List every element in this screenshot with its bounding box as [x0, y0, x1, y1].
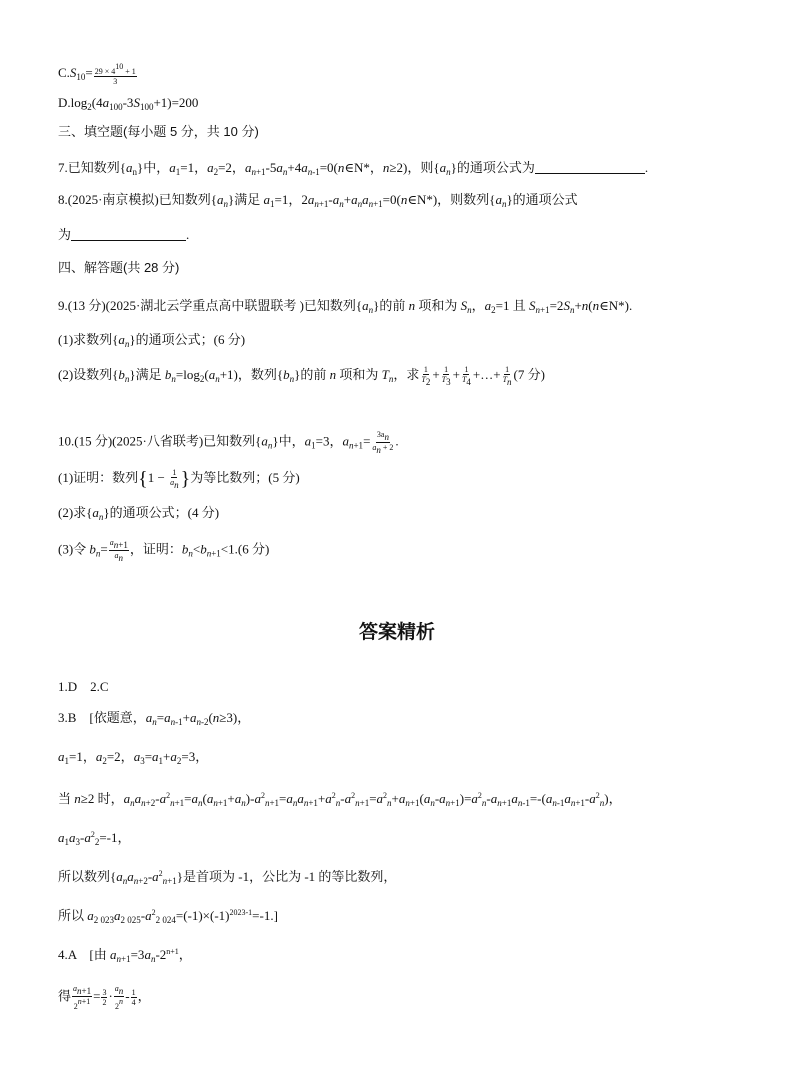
- question-10-part3: (3)令 $b_n=$ $\frac{a_{n+1}}{a_n}$ ，证明：$b_n<b_{n+1}<1.(6$ 分): [58, 538, 270, 563]
- question-9-part2: (2)设数列$\{b_n\}$满足 $b_n=\log_2(a_n+1)$，数列$\{b_n\}$的前 n 项和为 $T_n$，求 $\frac{1}{T_2}$ + $\frac{1}{T_3}$ + $\frac{1}{T_4}$ +…+ $\frac{1}{T_n}$ (7 分): [58, 365, 545, 387]
- question-10: 10.(15 分)(2025·八省联考)已知数列$\{a_n\}$中，$a_1=3$，$a_{n+1}=$ $\frac{3a_n}{a_n + 2}$ .: [58, 430, 399, 455]
- answer-3-line4: $a_1a_3-a^2_2=-1$，: [58, 830, 131, 847]
- choice-d: $D.\log_2(4a_{100}-3S_{100}+1)=200$: [58, 95, 199, 112]
- question-10-part2: (2)求$\{a_n\}$的通项公式；(4 分): [58, 505, 220, 522]
- question-8: 8.(2025·南京模拟)已知数列$\{a_n\}$满足 $a_1=1$，$2a_{n+1}-a_n+a_na_{n+1}=0(n\in N*)$，则数列$\{a_n\}$的通项公式: [58, 192, 578, 209]
- section-heading: 三、填空题(每小题 5 分，共 10 分): [58, 124, 259, 139]
- choice-c: $C.S_{10}=$ $\frac{29 \times 4^{10} + 1}{3}$: [58, 62, 136, 86]
- answer-blank[interactable]: [71, 228, 186, 241]
- answer-3: 3.B [依题意，$a_n=a_{n-1}+a_{n-2}(n\ge 3)$，: [58, 710, 251, 727]
- answer-4-line2: 得 $\frac{a_{n+1}}{2^{n+1}}$ = $\frac{3}{2}$ · $\frac{a_n}{2^n}$ - $\frac{1}{4}$ ，: [58, 984, 151, 1011]
- question-9-part1: (1)求数列$\{a_n\}$的通项公式；(6 分): [58, 332, 246, 349]
- question-9: 9.(13 分)(2025·湖北云学重点高中联盟联考 )已知数列$\{a_n\}$的前 n 项和为 $S_n$，$a_2=1$ 且 $S_{n+1}=2S_n+n(n\in N*)$.: [58, 298, 633, 315]
- question-7: 7.已知数列$\{a_n\}$中，$a_1=1$，$a_2=2$，$a_{n+1}-5a_n+4a_{n-1}=0(n\in N*$，n≥2)，则$\{a_n\}$的通项公式为 .: [58, 160, 649, 177]
- answer-4: 4.A [由 $a_{n+1}=3a_n-2^{n+1}$，: [58, 947, 192, 964]
- answer-3-line3: 当 n≥2 时，$a_na_{n+2}-a^2_{n+1}=a_n(a_{n+1}+a_n)-a^2_{n+1}=a_na_{n+1}+a^2_n-a^2_{n+1}=a^2_n+a_{n+1}(a_n-a_{n+1})=a^2_n-a_{n+1}a_{n-1}=-(a_{n-1}a_{n+1}-a^2_n)$，: [58, 791, 622, 808]
- answer-3-line2: $a_1=1$，$a_2=2$，$a_3=a_1+a_2=3$，: [58, 749, 209, 766]
- fraction: $\frac{29 \times 4^{10} + 1}{3}$: [94, 62, 136, 86]
- answer-section-title: 答案精析: [358, 622, 435, 643]
- answer-3-line6: 所以 $a_{2 023}a_{2 025}-a^2_{2 024}=(-1)\times(-1)^{2023-1}=-1$.]: [58, 908, 278, 925]
- answer-1-2: 1.D 2.C: [58, 679, 109, 694]
- section-heading: 四、解答题(共 28 分): [58, 260, 180, 275]
- answer-3-line5: 所以数列$\{a_na_{n+2}-a^2_{n+1}\}$是首项为 -1，公比为 -1 的等比数列，: [58, 869, 397, 886]
- question-10-part1: (1)证明：数列{1 − $\frac{1}{a_n}$ }为等比数列；(5 分): [58, 467, 300, 490]
- question-8-line2: 为 .: [58, 227, 190, 242]
- answer-blank[interactable]: [535, 161, 645, 174]
